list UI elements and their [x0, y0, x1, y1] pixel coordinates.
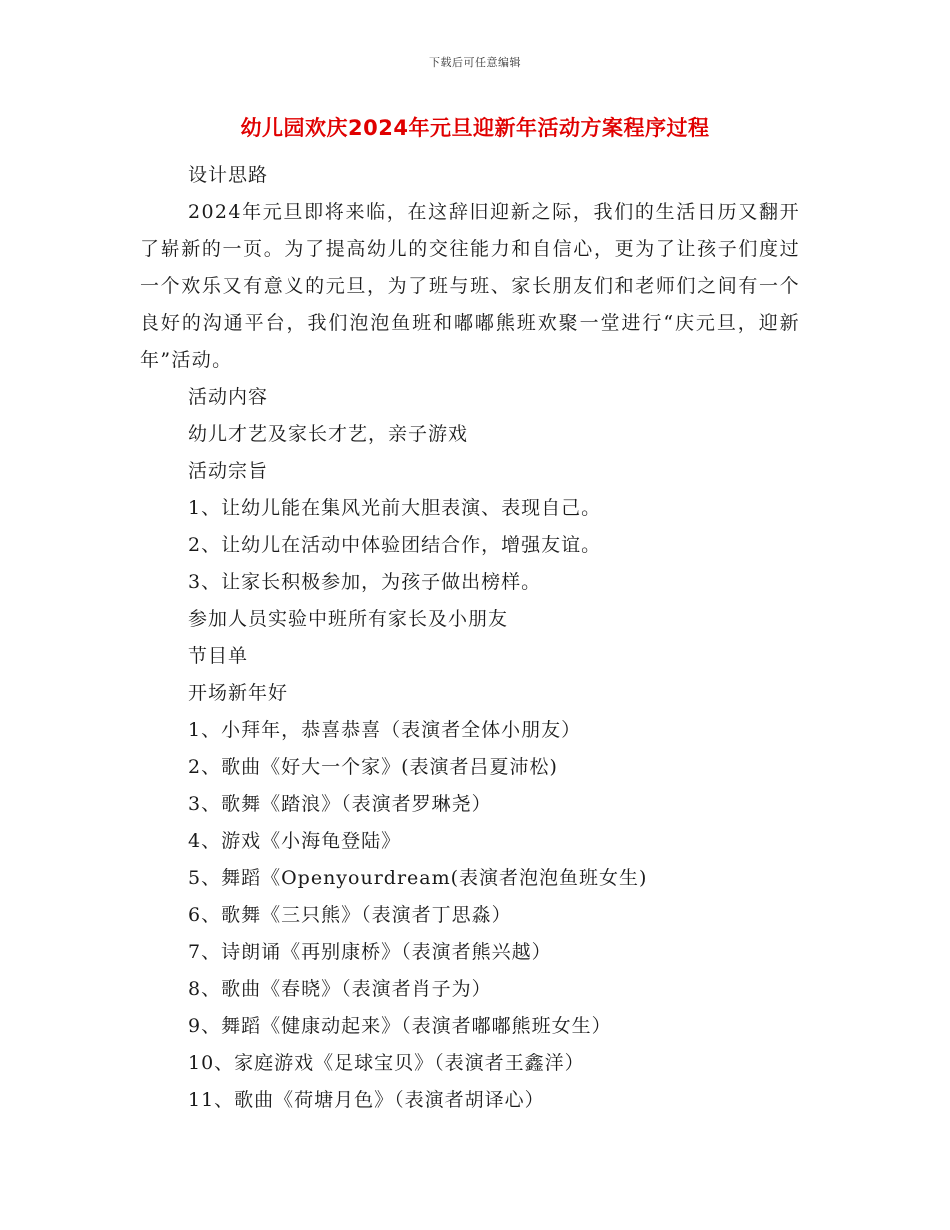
content-text: 幼儿才艺及家长才艺，亲子游戏	[188, 423, 469, 445]
program-item: 11、歌曲《荷塘月色》（表演者胡译心）	[188, 1089, 545, 1111]
purpose-item: 1、让幼儿能在集风光前大胆表演、表现自己。	[188, 497, 602, 519]
opening-line: 开场新年好	[188, 682, 289, 704]
program-item: 3、歌舞《踏浪》（表演者罗琳尧）	[188, 793, 492, 815]
program-item: 7、诗朗诵《再别康桥》（表演者熊兴越）	[188, 941, 552, 963]
participants-line: 参加人员实验中班所有家长及小朋友	[188, 608, 509, 630]
program-item: 4、游戏《小海龟登陆》	[188, 830, 402, 852]
program-item: 1、小拜年，恭喜恭喜（表演者全体小朋友）	[188, 719, 582, 741]
document-body	[140, 157, 800, 1119]
purpose-heading: 活动宗旨	[188, 460, 269, 482]
design-heading: 设计思路	[188, 164, 269, 186]
program-item: 8、歌曲《春晓》（表演者肖子为）	[188, 978, 492, 1000]
design-paragraph: 2024年元旦即将来临，在这辞旧迎新之际，我们的生活日历又翻开了崭新的一页。为了提高幼儿的交往能力和自信心，更为了让孩子们度过一个欢乐又有意义的元旦，为了班与班、家长朋友们和老师们之间有一个良好的沟通平台，我们泡泡鱼班和嘟嘟熊班欢聚一堂进行“庆元旦，迎新年”活动。	[140, 201, 800, 371]
purpose-item: 2、让幼儿在活动中体验团结合作，增强友谊。	[188, 534, 602, 556]
program-heading: 节目单	[188, 645, 249, 667]
program-item: 5、舞蹈《Openyourdream(表演者泡泡鱼班女生)	[188, 867, 648, 889]
content-heading: 活动内容	[188, 386, 269, 408]
program-item: 10、家庭游戏《足球宝贝》（表演者王鑫洋）	[188, 1052, 585, 1074]
purpose-item: 3、让家长积极参加，为孩子做出榜样。	[188, 571, 542, 593]
program-item: 9、舞蹈《健康动起来》（表演者嘟嘟熊班女生）	[188, 1015, 612, 1037]
program-item: 2、歌曲《好大一个家》(表演者吕夏沛松)	[188, 756, 558, 778]
header-note: 下载后可任意编辑	[429, 56, 521, 69]
document-title: 幼儿园欢庆2024年元旦迎新年活动方案程序过程	[240, 116, 710, 140]
program-item: 6、歌舞《三只熊》（表演者丁思淼）	[188, 904, 512, 926]
